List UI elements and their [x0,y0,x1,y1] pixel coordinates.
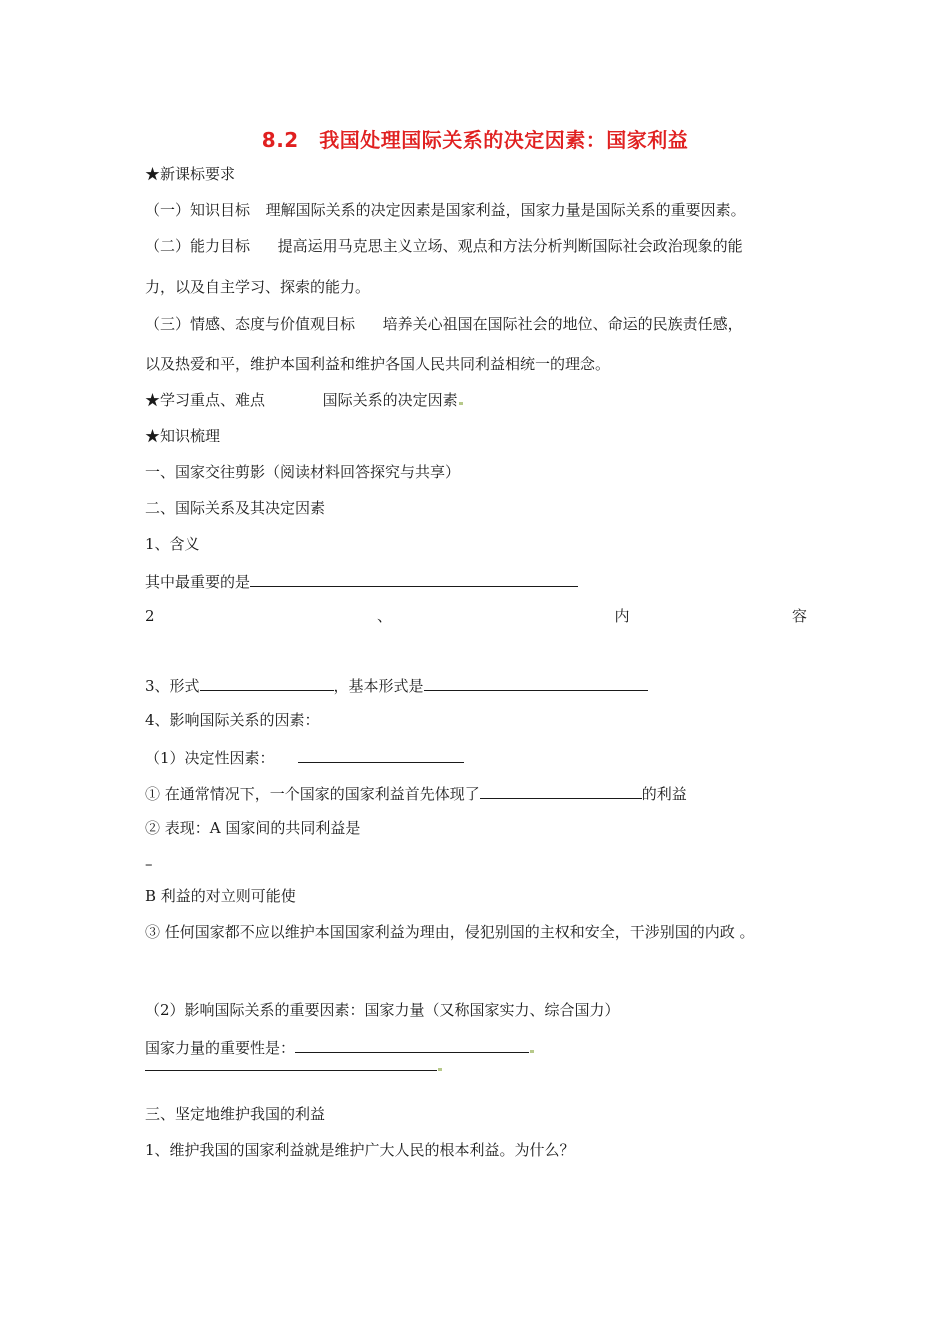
answer-blank[interactable] [424,674,648,691]
item-content-char: 内 [614,607,630,625]
point-one [145,782,687,804]
answer-blank[interactable] [480,782,642,799]
edit-mark [530,1050,534,1053]
goal-ability-continued: 力，以及自主学习、探索的能力。 [145,278,371,296]
section-requirements-heading: ★新课标要求 [145,165,236,183]
goal-knowledge-text: 理解国际关系的决定因素是国家利益，国家力量是国际关系的重要因素。 [265,201,746,219]
importance-second-line [145,1054,442,1076]
goal-attitude-text: 培养关心祖国在国际社会的地位、命运的民族责任感， [382,315,743,333]
goal-ability-text: 提高运用马克思主义立场、观点和方法分析判断国际社会政治现象的能 [277,237,743,255]
goal-ability [145,236,743,256]
point-one-suffix: 的利益 [641,785,687,803]
importance-label: 国家力量的重要性是： [145,1039,296,1057]
key-points-text: 国际关系的决定因素 [322,391,458,409]
key-points [145,390,463,410]
point-two-b: B 利益的对立则可能使 [145,887,296,905]
item-forms-label: 3、形式 [145,677,200,695]
item-factors: 4、影响国际关系的因素： [145,711,320,729]
goal-knowledge [145,200,746,220]
goal-attitude-label: （三）情感、态度与价值观目标 [145,315,356,333]
point-two-dash: – [145,855,153,873]
answer-blank[interactable] [145,1054,437,1071]
goal-attitude-continued: 以及热爱和平，维护本国利益和维护各国人民共同利益相统一的理念。 [145,355,611,373]
item-most-important-label: 其中最重要的是 [145,573,251,591]
item-content-char: 2 [145,607,155,625]
part-three: 三、坚定地维护我国的利益 [145,1105,326,1123]
answer-blank[interactable] [298,746,464,763]
answer-blank[interactable] [250,570,578,587]
part-one: 一、国家交往剪影（阅读材料回答探究与共享） [145,463,461,481]
factor-important: （2）影响国际关系的重要因素：国家力量（又称国家实力、综合国力） [145,1001,620,1019]
point-two: ② 表现：A 国家间的共同利益是 [145,819,361,837]
goal-ability-label: （二）能力目标 [145,237,251,255]
goal-knowledge-label: （一）知识目标 [145,201,251,219]
goal-attitude [145,314,743,334]
factor-decisive-label: （1）决定性因素： [145,749,275,767]
item-content [145,606,807,626]
answer-blank[interactable] [295,1036,529,1053]
page-title: 8.2 我国处理国际关系的决定因素：国家利益 [261,128,689,152]
edit-mark [459,402,463,405]
item-basic-form-label: ，基本形式是 [333,677,424,695]
item-meaning: 1、含义 [145,535,200,553]
factor-decisive [145,746,464,768]
item-content-char: 容 [791,607,807,625]
item-content-char: 、 [377,607,393,625]
point-one-text: ① 在通常情况下，一个国家的国家利益首先体现了 [145,785,480,803]
point-three: ③ 任何国家都不应以维护本国国家利益为理由，侵犯别国的主权和安全，干涉别国的内政 。 [145,923,755,941]
answer-blank[interactable] [200,674,334,691]
part-two: 二、国际关系及其决定因素 [145,499,326,517]
item-most-important [145,570,578,592]
part-three-question: 1、维护我国的国家利益就是维护广大人民的根本利益。为什么？ [145,1141,575,1159]
key-points-label: ★学习重点、难点 [145,391,266,409]
knowledge-heading: ★知识梳理 [145,427,221,445]
edit-mark [438,1068,442,1071]
item-forms [145,674,648,696]
